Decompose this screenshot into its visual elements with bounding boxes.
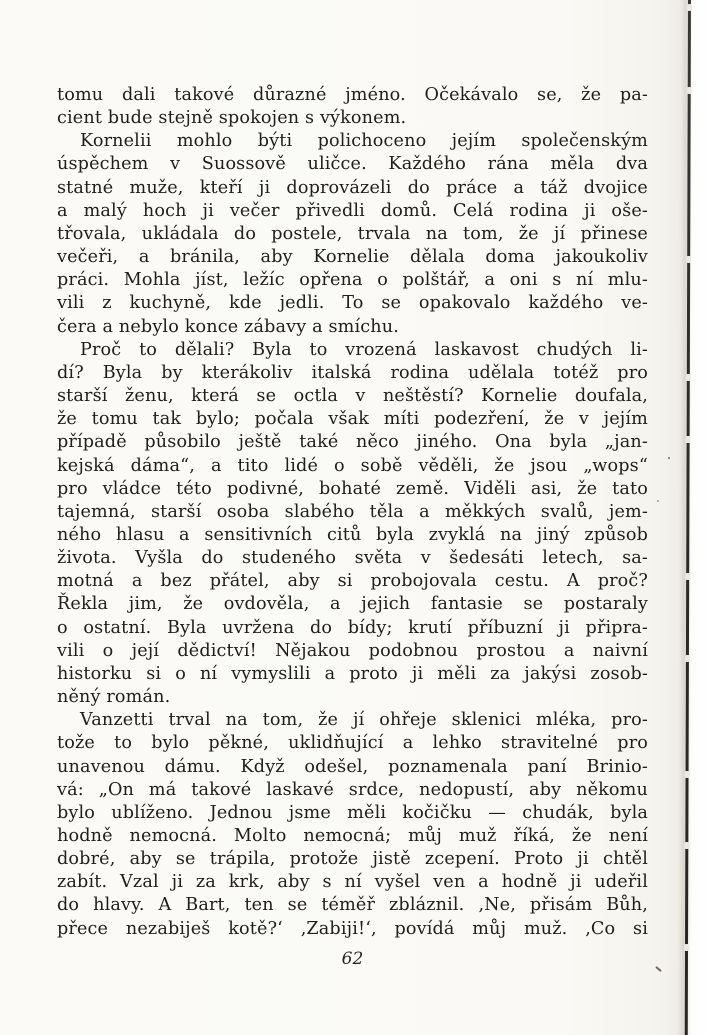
text-line: kejská dáma“, a tito lidé o sobě věděli, že jsou „wops“	[57, 455, 648, 476]
text-line: přece nezabiješ kotě?‘ ‚Zabiji!‘, povídá můj muž. ‚Co si	[57, 918, 648, 939]
scan-speck	[668, 457, 670, 459]
text-line: práci. Mohla jíst, ležíc opřena o polštář, a oni s ní mlu-	[57, 270, 648, 291]
text-line: ného hlasu a sensitivních citů byla zvyklá na jiný způsob	[57, 524, 648, 545]
text-line: statné muže, kteří ji doprovázeli do práce a táž dvojice	[57, 177, 648, 198]
text-line: bylo ublíženo. Jednou jsme měli kočičku — chudák, byla	[57, 802, 648, 823]
text-line: třovala, ukládala do postele, trvala na tom, že jí přinese	[57, 223, 648, 244]
text-line: dobré, aby se trápila, protože jistě zcepení. Proto ji chtěl	[57, 849, 648, 870]
text-block	[57, 84, 648, 941]
page-edge-notch	[686, 374, 691, 381]
page-edge-notch	[684, 842, 689, 849]
text-line: tomu dali takové důrazné jméno. Očekávalo se, že pa-	[57, 85, 648, 105]
text-line: o ostatní. Byla uvržena do bídy; krutí příbuzní ji připra-	[57, 617, 648, 638]
page-edge-notch	[686, 256, 691, 263]
text-line: vili z kuchyně, kde jedli. To se opakovalo každého ve-	[57, 293, 648, 314]
text-line: Řekla jim, že ovdověla, a jejich fantasie se postaraly	[57, 594, 648, 615]
text-line: starší ženu, která se octla v neštěstí? Kornelie doufala,	[57, 386, 648, 407]
text-line: Vanzetti trval na tom, že jí ohřeje sklenici mléka, pro-	[80, 710, 648, 731]
page-edge-notch	[685, 573, 690, 580]
text-line: čera a nebylo konce zábavy a smíchu.	[57, 316, 399, 337]
text-line: Kornelii mohlo býti polichoceno jejím společenským	[80, 131, 648, 152]
page-edge-notch	[686, 436, 691, 443]
text-line: něný román.	[57, 687, 171, 708]
scan-speck	[657, 500, 659, 502]
text-line: zabít. Vzal ji za krk, aby s ní vyšel ven a hodně ji udeřil	[57, 872, 648, 893]
page-edge-notch	[685, 771, 690, 778]
text-line: že tomu tak bylo; počala však míti podezření, že v jejím	[57, 409, 648, 430]
page-edge-notch	[687, 87, 692, 94]
text-line: historku si o ní vymyslili a proto ji měli za jakýsi zosob-	[57, 663, 648, 684]
text-line: vili o její dědictví! Nějakou podobnou prostou a naivní	[57, 640, 648, 661]
text-line: a malý hoch ji večer přivedli domů. Celá rodina ji oše-	[57, 200, 648, 221]
text-line: tajemná, starší osoba slabého těla a měkkých svalů, jem-	[57, 501, 648, 522]
scan-speck	[655, 966, 662, 972]
text-line: života. Vyšla do studeného světa v šedesáti letech, sa-	[57, 548, 648, 569]
page-number: 62	[341, 949, 364, 969]
text-line: cient bude stejně spokojen s výkonem.	[57, 108, 407, 129]
text-line: případě působilo ještě také něco jiného. Ona byla „jan-	[57, 432, 648, 453]
paragraph	[57, 339, 648, 710]
text-line: úspěchem v Suossově uličce. Každého rána měla dva	[57, 154, 648, 175]
paragraph	[57, 84, 648, 130]
paragraph	[57, 130, 648, 338]
paragraph	[57, 709, 648, 941]
text-line: unavenou dámu. Když odešel, poznamenala paní Brinio-	[57, 756, 648, 777]
text-line: tože to bylo pěkné, uklidňující a lehko stravitelné pro	[57, 733, 648, 754]
text-line: do hlavy. A Bart, ten se téměř zbláznil. ‚Ne, přisám Bůh,	[57, 895, 648, 916]
text-line: dí? Byla by kterákoliv italská rodina udělala totéž pro	[57, 362, 648, 383]
text-line: Proč to dělali? Byla to vrozená laskavost chudých li-	[80, 339, 648, 360]
text-line: hodně nemocná. Molto nemocná; můj muž říká, že není	[57, 826, 648, 846]
text-line: pro vládce této podivné, bohaté země. Viděli asi, že tato	[57, 478, 648, 499]
text-line: vá: „On má takové laskavé srdce, nedopustí, aby někomu	[57, 779, 648, 800]
page-edge-notch	[687, 4, 692, 11]
text-line: motná a bez přátel, aby si probojovala cestu. A proč?	[57, 571, 648, 592]
page-edge-line	[685, 0, 691, 1035]
text-line: večeři, a bránila, aby Kornelie dělala doma jakoukoliv	[57, 247, 648, 268]
page-edge-notch	[685, 655, 690, 662]
page-edge-notch	[684, 944, 689, 951]
